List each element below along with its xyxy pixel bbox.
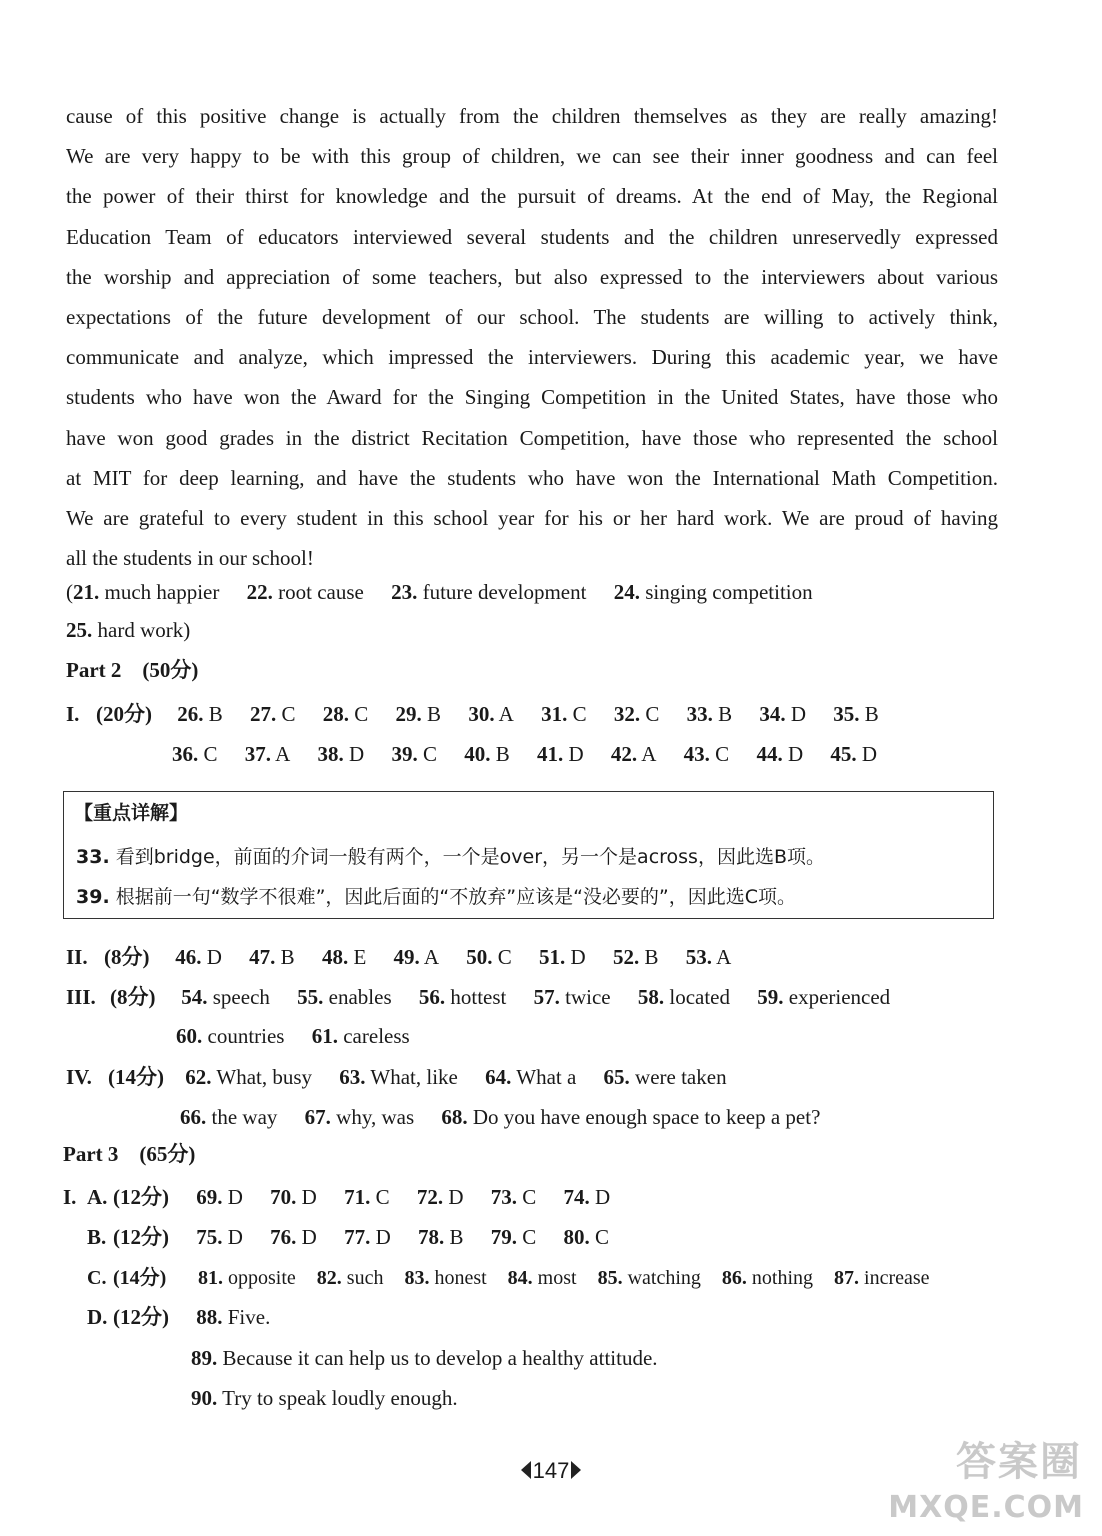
answer-item: 33. B [686,702,733,726]
answer-item: 74. D [563,1185,611,1209]
passage-line: We are grateful to every student in this school year for his or her hard work. We are proud of having [66,505,998,530]
answer-item: 73. C [490,1185,537,1209]
part3-secB: B. (12分) 75. D 76. D 77. D 78. B 79. C 80. C [87,1222,631,1252]
part2-sec1-row2 [172,739,899,769]
answer-item: 59. experienced [757,985,891,1009]
answer-item: 28. C [322,702,369,726]
answer-item: 52. B [612,945,659,969]
answer-item: 42. A [610,742,657,766]
answer-item: 32. C [613,702,660,726]
passage-line: the power of their thirst for knowledge and the pursuit of dreams. At the end of May, the Regional [66,184,998,209]
answer-item: 56. hottest [418,985,507,1009]
answer-item: 29. B [395,702,442,726]
key-points-title: 【重点详解】 [74,802,189,824]
answer-item: 36. C [172,742,218,766]
paren-open: ( [66,580,73,604]
part2-sec3-row2 [176,1021,432,1051]
answer-item: 64. What a [485,1065,577,1089]
answer-item: 58. located [637,985,730,1009]
answer-item: 37. A [244,742,291,766]
answer-item: 84. most [507,1267,577,1289]
answer-item: 34. D [759,702,807,726]
key-point-note: 39. 根据前一句“数学不很难”，因此后面的“不放弃”应该是“没必要的”，因此选C项。 [76,886,797,908]
passage [66,96,998,578]
answer-item: 45. D [830,742,878,766]
part2-sec1-row1: I. (20分) 26. B 27. C 28. C 29. B 30. A 31. C 32. C 33. B 34. D 35. B [66,699,901,729]
part3-secD-row3 [191,1383,480,1413]
answer-item: 82. such [316,1267,384,1289]
key-points-box [63,791,994,919]
answer-item: 35. B [833,702,879,726]
answer-item: 63. What, like [339,1065,458,1089]
answer-item: 43. C [683,742,730,766]
passage-line: all the students in our school! [66,546,314,571]
answer-item: 54. speech [181,985,270,1009]
answer-item: 57. twice [533,985,611,1009]
answer-item: 70. D [270,1185,317,1209]
answer-item: 79. C [490,1225,537,1249]
part3-secC: C. (14分) 81. opposite 82. such 83. honest 84. most 85. watching 86. nothing 87. increase [87,1263,930,1293]
answer-item: 80. C [563,1225,610,1249]
answer-item: 21. much happier [73,580,220,604]
answers-25 [66,615,190,645]
answer-item: 22. root cause [246,580,364,604]
part3-heading: Part 3 (65分) [63,1142,196,1166]
answers-21-24 [66,577,835,607]
answer-item: 88. Five. [196,1305,271,1329]
passage-line: cause of this positive change is actually from the children themselves as they are really amazing! [66,104,998,128]
answer-item: 81. opposite [198,1267,296,1289]
answer-item: 51. D [539,945,586,969]
passage-line: at MIT for deep learning, and have the students who have won the International Math Competition. [66,465,998,490]
answer-item: 90. Try to speak loudly enough. [191,1386,458,1410]
answer-item: 83. honest [404,1267,487,1289]
part2-sec2: II. (8分) 46. D 47. B 48. E 49. A 50. C 51. D 52. B 53. A [66,942,753,972]
answer-item: 30. A [468,702,514,726]
passage-line: We are very happy to be with this group of children, we can see their inner goodness and can feel [66,144,998,169]
left-triangle-icon [521,1461,531,1479]
answer-item: 48. E [321,945,367,969]
answer-item: 87. increase [834,1267,930,1289]
right-triangle-icon [571,1461,581,1479]
answer-item: 31. C [541,702,587,726]
answer-item: 89. Because it can help us to develop a healthy attitude. [191,1346,658,1370]
answer-item: 75. D [196,1225,243,1249]
answer-item: 76. D [270,1225,317,1249]
part2-sec4-row1: IV. (14分) 62. What, busy 63. What, like 64. What a 65. were taken [66,1062,749,1092]
answer-item: 24. singing competition [613,580,813,604]
answer-item: 60. countries [176,1024,285,1048]
page-number: 147 [0,1458,1102,1484]
answer-item: 53. A [685,945,732,969]
answer-item: 77. D [344,1225,391,1249]
answer-item: 67. why, was [304,1105,415,1129]
answer-item: 25. hard work [66,618,184,642]
watermark-logo [888,1430,1088,1530]
key-point-note: 33. 看到bridge，前面的介词一般有两个，一个是over，另一个是across，因此选B项。 [76,846,825,868]
answer-item: 47. B [249,945,295,969]
answer-item: 41. D [536,742,584,766]
answer-item: 40. B [464,742,510,766]
answer-item: 23. future development [391,580,587,604]
passage-line: the worship and appreciation of some teachers, but also expressed to the interviewers about various [66,264,998,289]
part3-secD-row2 [191,1343,680,1373]
answer-item: 38. D [317,742,365,766]
answer-item: 68. Do you have enough space to keep a pet? [441,1105,821,1129]
answer-item: 69. D [196,1185,243,1209]
answer-item: 55. enables [297,985,392,1009]
passage-line: communicate and analyze, which impressed the interviewers. During this academic year, we have [66,345,998,370]
answer-item: 50. C [466,945,512,969]
answer-item: 66. the way [180,1105,278,1129]
passage-line: Education Team of educators interviewed several students and the children unreservedly expressed [66,224,998,249]
part2-heading: Part 2 (50分) [66,658,199,682]
part3-secA: I. A. (12分) 69. D 70. D 71. C 72. D 73. C 74. D [63,1182,632,1212]
part3-secD-row1: D. (12分) 88. Five. [87,1302,292,1332]
answer-item: 86. nothing [721,1267,814,1289]
passage-line: students who have won the Award for the Singing Competition in the United States, have those who [66,385,998,410]
answer-item: 62. What, busy [185,1065,313,1089]
paren-close: ) [183,618,191,642]
answer-item: 78. B [418,1225,464,1249]
answer-item: 71. C [344,1185,390,1209]
answer-item: 61. careless [311,1024,410,1048]
answer-item: 65. were taken [603,1065,727,1089]
passage-line: expectations of the future development of our school. The students are willing to actively think, [66,304,998,329]
answer-item: 49. A [393,945,440,969]
answer-item: 85. watching [597,1267,701,1289]
answer-item: 44. D [756,742,804,766]
answer-item: 27. C [250,702,296,726]
answer-item: 39. C [391,742,437,766]
passage-line: have won good grades in the district Recitation Competition, have those who represented the school [66,425,998,450]
answer-item: 72. D [416,1185,464,1209]
part2-sec4-row2 [180,1102,842,1132]
answer-item: 26. B [177,702,223,726]
watermark-top: 答案圈 [956,1439,1082,1485]
answer-item: 46. D [175,945,222,969]
watermark-bottom: MXQE.COM [888,1490,1084,1525]
part2-sec3-row1: III. (8分) 54. speech 55. enables 56. hottest 57. twice 58. located 59. experienced [66,982,912,1012]
